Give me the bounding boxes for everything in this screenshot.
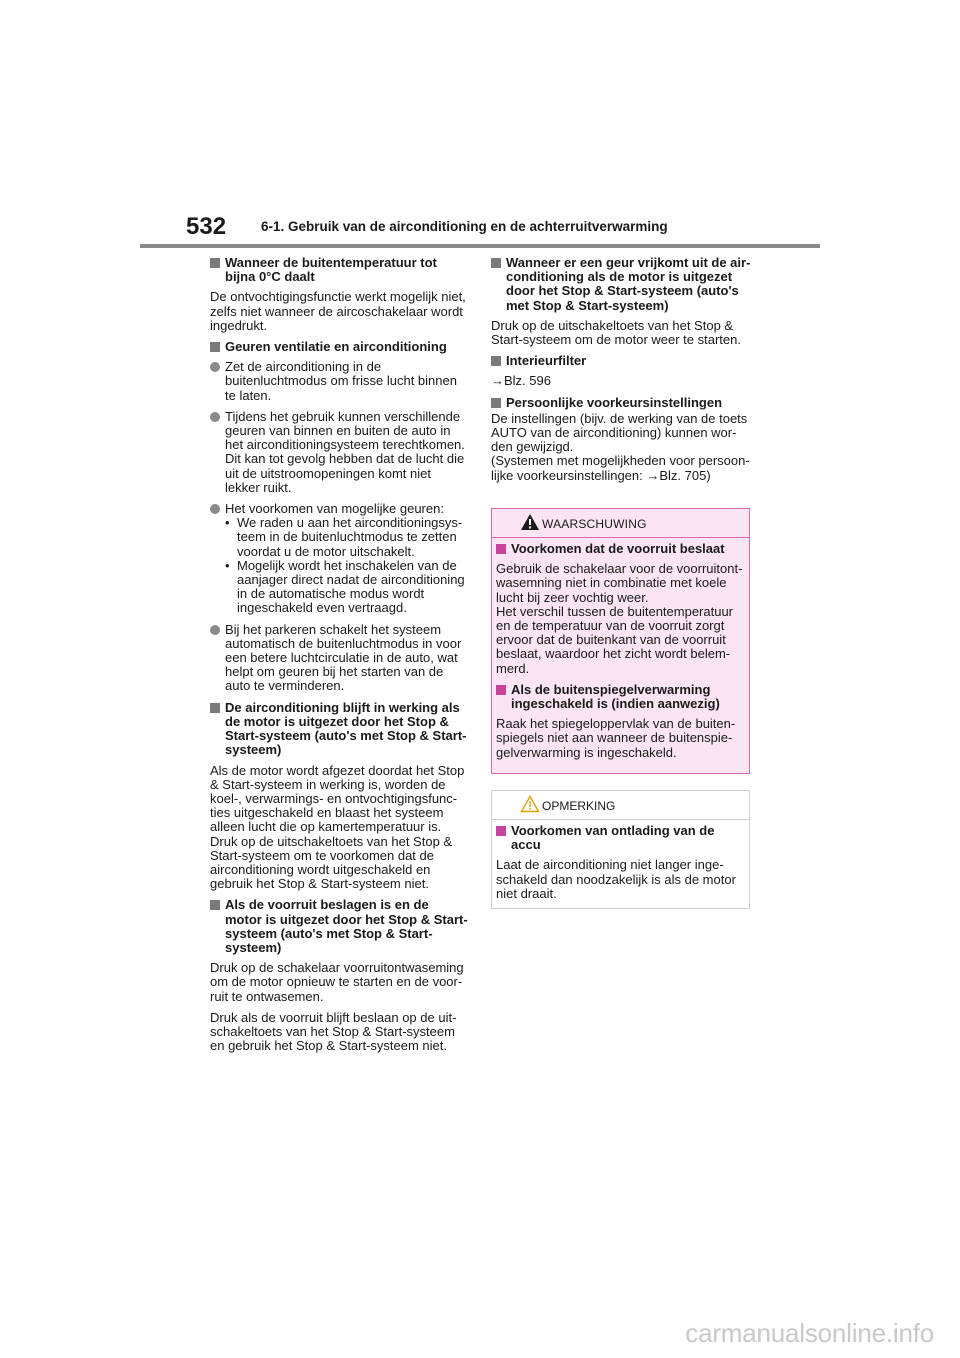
paragraph: Druk op de uitschakeltoets van het Stop & Start-systeem om de motor weer te starten. — [491, 317, 741, 348]
paragraph: Druk als de voorruit blijft beslaan op de uitschakeltoets van het Stop & Start-systeem en gebruik het Stop & Start-systeem niet. — [210, 1009, 457, 1054]
square-bullet-icon — [491, 356, 501, 366]
heading-personal-settings: Persoonlijke voorkeursinstellingen — [491, 396, 751, 410]
paragraph: Gebruik de schakelaar voor de voorruitontwasemning niet in combinatie met koele lucht bij zeer vochtig weer. — [496, 561, 743, 605]
sub-list-item: • Mogelijk wordt het inschakelen van de aanjager direct nadat de airconditioning in de automatische modus wordt ingeschakeld even vertraagd. — [225, 557, 465, 616]
page-reference-link[interactable]: →Blz. 596 — [491, 373, 551, 389]
warning-triangle-icon — [520, 513, 540, 531]
heading-temperature: Wanneer de buitentemperatuur tot bijna 0°C daalt — [210, 256, 468, 284]
left-column — [210, 256, 468, 1060]
square-bullet-icon — [496, 826, 506, 836]
heading-odor-stop-start: Wanneer er een geur vrijkomt uit de airconditioning als de motor is uitgezet door het Stop & Start-systeem (auto's met Stop & Start-systeem) — [491, 256, 751, 313]
square-bullet-icon — [491, 398, 501, 408]
warning-title: WAARSCHUWING — [542, 517, 647, 531]
square-bullet-icon — [210, 900, 220, 910]
heading-odors: Geuren ventilatie en airconditioning — [210, 340, 468, 354]
caution-triangle-icon — [520, 795, 540, 813]
sub-list-item: • We raden u aan het airconditioningsysteem in de buitenluchtmodus te zetten voordat u de motor uitschakelt. — [225, 515, 463, 559]
note-box — [491, 790, 750, 909]
note-title: OPMERKING — [542, 799, 616, 813]
list-item: Bij het parkeren schakelt het systeem automatisch de buitenluchtmodus in voor een betere luchtcirculatie in de auto, wat helpt om geuren bij het starten van de auto te verminderen. — [210, 623, 468, 694]
round-bullet-icon — [210, 412, 220, 422]
right-column — [491, 256, 751, 490]
paragraph: Druk op de schakelaar voorruitontwaseming om de motor opnieuw te starten en de voorruit te ontwasemen. — [210, 960, 464, 1004]
heading-cabin-filter: Interieurfilter — [491, 354, 751, 368]
heading-battery-drain: Voorkomen van ontlading van de accu — [496, 824, 746, 852]
paragraph: Het verschil tussen de buitentemperatuur en de temperatuur van de voorruit zorgt ervoor dat de buitenkant van de voorruit beslaat, waardoor het zicht wordt belemmerd. — [496, 603, 734, 676]
paragraph: De instellingen (bijv. de werking van de toets AUTO van de airconditioning) kunnen worden gewijzigd. — [491, 410, 748, 455]
section-title: 6-1. Gebruik van de airconditioning en de achterruitverwarming — [261, 219, 668, 234]
paragraph: De ontvochtigingsfunctie werkt mogelijk niet, zelfs niet wanneer de aircoschakelaar wordt ingedrukt. — [210, 289, 466, 333]
square-bullet-icon — [496, 685, 506, 695]
paragraph: Laat de airconditioning niet langer ingeschakeld dan noodzakelijk is als de motor niet draait. — [496, 857, 736, 901]
heading-mirror-heater: Als de buitenspiegelverwarming ingeschakeld is (indien aanwezig) — [496, 683, 746, 711]
paragraph: (Systemen met mogelijkheden voor persoonlijke voorkeursinstellingen: →Blz. 705) — [491, 453, 750, 483]
paragraph: Raak het spiegeloppervlak van de buitenspiegels niet aan wanneer de buitenspiegelverwarming is ingeschakeld. — [496, 716, 736, 760]
watermark: carmanualsonline.info — [685, 1318, 934, 1348]
round-bullet-icon — [210, 625, 220, 635]
page-number: 532 — [186, 213, 227, 240]
round-bullet-icon — [210, 362, 220, 372]
warning-header — [492, 509, 749, 538]
square-bullet-icon — [210, 342, 220, 352]
list-item: Het voorkomen van mogelijke geuren: • We raden u aan het airconditioningsysteem in de buitenluchtmodus te zetten voordat u de motor uitschakelt. • Mogelijk wordt het inschakelen van de aanjager direct nadat de airconditioning in de automatische modus wordt ingeschakeld even vertraagd. — [210, 502, 468, 616]
header-rule — [140, 244, 820, 248]
list-item: Zet de airconditioning in de buitenluchtmodus om frisse lucht binnen te laten. — [210, 360, 468, 403]
warning-box — [491, 508, 750, 774]
heading-stop-start: De airconditioning blijft in werking als de motor is uitgezet door het Stop & Start-systeem (auto's met Stop & Start-systeem) — [210, 701, 468, 758]
square-bullet-icon — [491, 258, 501, 268]
heading-windshield-fog: Als de voorruit beslagen is en de motor is uitgezet door het Stop & Start-systeem (auto's met Stop & Start-systeem) — [210, 898, 468, 955]
square-bullet-icon — [210, 703, 220, 713]
list-item: Tijdens het gebruik kunnen verschillende geuren van binnen en buiten de auto in het airconditioningsysteem terechtkomen. Dit kan tot gevolg hebben dat de lucht die uit de uitstroomopeningen komt niet lekker ruikt. — [210, 410, 468, 495]
round-bullet-icon — [210, 504, 220, 514]
square-bullet-icon — [210, 258, 220, 268]
square-bullet-icon — [496, 544, 506, 554]
note-header — [492, 791, 749, 820]
heading-prevent-fog: Voorkomen dat de voorruit beslaat — [496, 542, 746, 556]
paragraph: Als de motor wordt afgezet doordat het Stop & Start-systeem in werking is, worden de koel-, verwarmings- en ontvochtigingsfuncties uitgeschakeld en blaast het systeem alleen lucht die op kamertemperatuur is. Druk op de uitschakeltoets van het Stop & Start-systeem om te voorkomen dat de airconditioning wordt uitgeschakeld en gebruik het Stop & Start-systeem niet. — [210, 762, 465, 892]
